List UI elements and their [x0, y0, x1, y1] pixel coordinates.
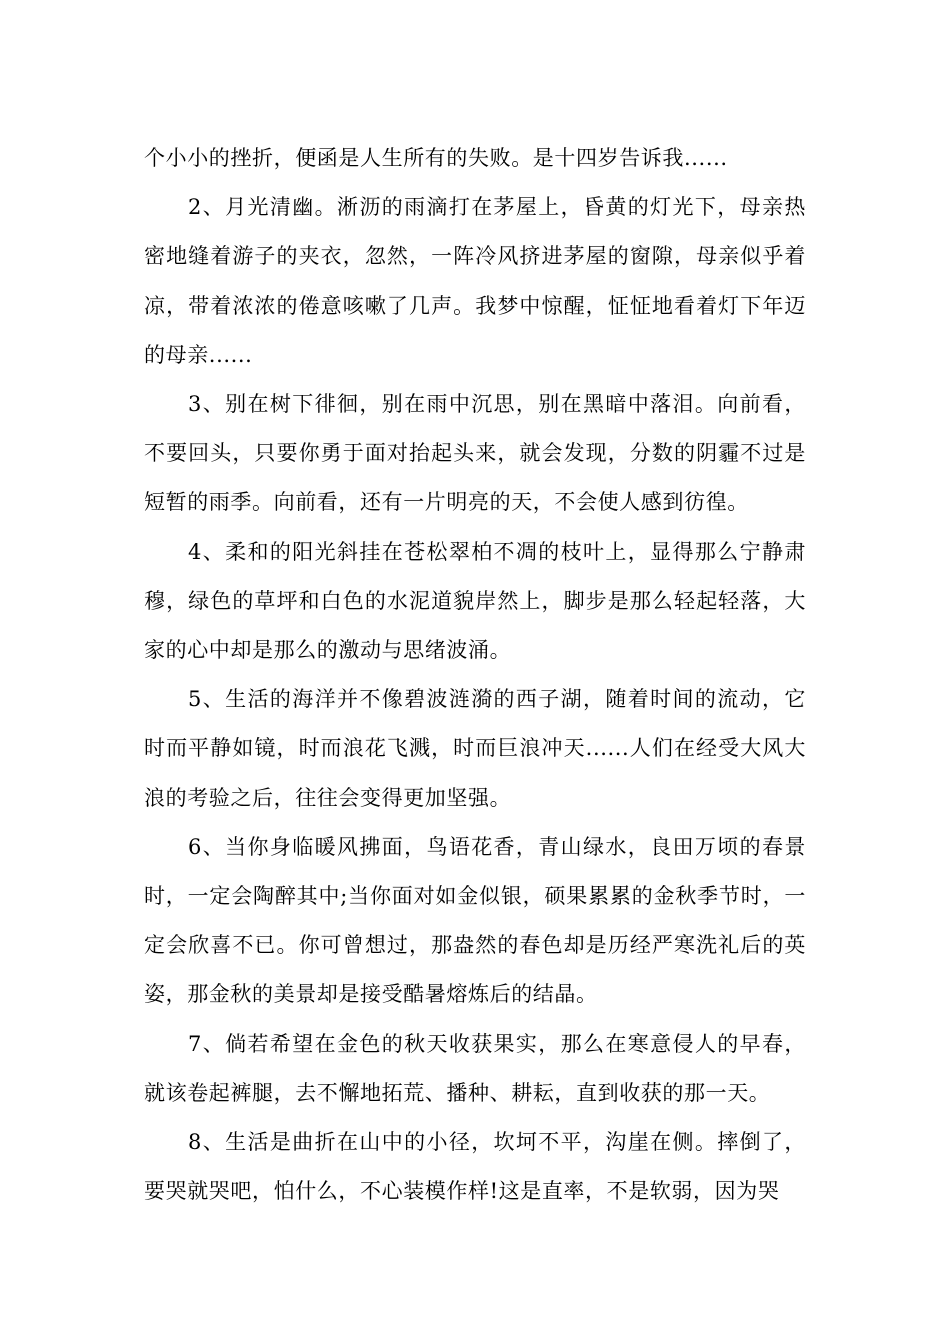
paragraph-7: 7、倘若希望在金色的秋天收获果实，那么在寒意侵人的早春，就该卷起裤腿，去不懈地拓荒、播种、耕耘，直到收获的那一天。: [144, 1031, 806, 1105]
document-body: [144, 134, 806, 1216]
paragraph-8: 8、生活是曲折在山中的小径，坎坷不平，沟崖在侧。摔倒了，要哭就哭吧，怕什么，不心装模作样!这是直率，不是软弱，因为哭: [144, 1130, 806, 1204]
paragraph-2: 2、月光清幽。淅沥的雨滴打在茅屋上，昏黄的灯光下，母亲热密地缝着游子的夹衣，忽然，一阵冷风挤进茅屋的窗隙，母亲似乎着凉，带着浓浓的倦意咳嗽了几声。我梦中惊醒，怔怔地看着灯下年迈的母亲......: [144, 195, 806, 367]
paragraph-3: 3、别在树下徘徊，别在雨中沉思，别在黑暗中落泪。向前看，不要回头，只要你勇于面对抬起头来，就会发现，分数的阴霾不过是短暂的雨季。向前看，还有一片明亮的天，不会使人感到彷徨。: [144, 392, 806, 515]
paragraph-5: 5、生活的海洋并不像碧波涟漪的西子湖，随着时间的流动，它时而平静如镜，时而浪花飞溅，时而巨浪冲天......人们在经受大风大浪的考验之后，往往会变得更加坚强。: [144, 687, 806, 810]
paragraph-4: 4、柔和的阳光斜挂在苍松翠柏不凋的枝叶上，显得那么宁静肃穆，绿色的草坪和白色的水泥道貌岸然上，脚步是那么轻起轻落，大家的心中却是那么的激动与思绪波涌。: [144, 539, 806, 663]
paragraph-continuation: 个小小的挫折，便函是人生所有的失败。是十四岁告诉我......: [144, 146, 728, 170]
paragraph-6: 6、当你身临暖风拂面，鸟语花香，青山绿水，良田万顷的春景时，一定会陶醉其中;当你面对如金似银，硕果累累的金秋季节时，一定会欣喜不已。你可曾想过，那盎然的春色却是历经严寒洗礼后的英姿，那金秋的美景却是接受酷暑熔炼后的结晶。: [144, 834, 806, 1007]
